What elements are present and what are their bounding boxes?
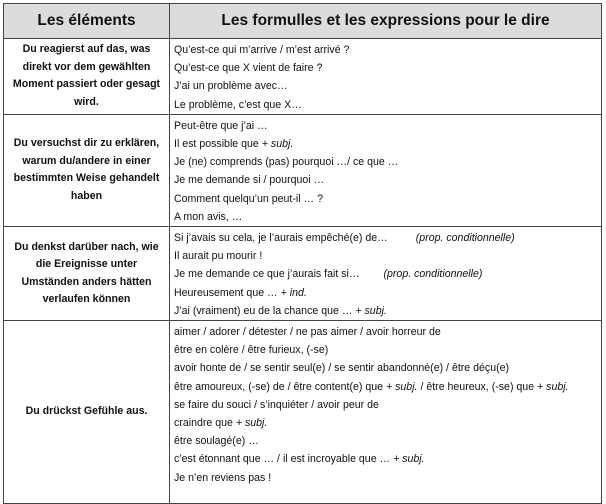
expression-line: Qu’est-ce qui m’arrive / m’est arrivé ? <box>174 44 350 56</box>
expression-line: être soulagé(e) … <box>174 435 259 448</box>
grammar-note: + ind. <box>280 286 307 299</box>
expression-text: J’ai (vraiment) eu de la chance que … <box>174 304 356 317</box>
row-label: Du denkst darüber nach, wie die Ereignisse unter Umständen anders hätten verlaufen können <box>4 227 170 321</box>
expressions-table <box>3 3 602 504</box>
header-elements: Les éléments <box>4 4 170 39</box>
table-row <box>4 114 602 226</box>
grammar-note: + subj. <box>385 380 418 393</box>
row-label: Du reagierst auf das, was direkt vor dem gewählten Moment passiert oder gesagt wird. <box>4 39 170 115</box>
expression-text: craindre que <box>174 417 236 430</box>
expression-line <box>174 414 597 432</box>
expression-line <box>174 135 597 153</box>
row-label: Du drückst Gefühle aus. <box>4 321 170 504</box>
table-row <box>4 39 602 115</box>
grammar-note: (prop. conditionnelle) <box>383 268 483 281</box>
expression-line: être en colère / être furieux, (-se) <box>174 344 329 357</box>
header-expressions: Les formulles et les expressions pour le dire <box>170 4 602 39</box>
grammar-note: + subj. <box>261 138 294 151</box>
expression-line: se faire du souci / s’inquiéter / avoir peur de <box>174 398 379 411</box>
document <box>3 3 602 504</box>
expression-text: Je me demande ce que j’aurais fait si… <box>174 268 360 281</box>
header-row <box>4 4 602 39</box>
expression-text: c’est étonnant que … / il est incroyable que … <box>174 453 394 466</box>
row-expressions <box>170 39 602 115</box>
grammar-note: + subj. <box>235 417 268 430</box>
table-row <box>4 321 602 504</box>
expression-line <box>174 302 597 320</box>
expression-line: Je me demande si / pourquoi … <box>174 174 325 187</box>
expression-line: Il aurait pu mourir ! <box>174 250 263 263</box>
expression-line: avoir honte de / se sentir seul(e) / se sentir abandonné(e) / être déçu(e) <box>174 362 510 375</box>
row-expressions <box>170 227 602 321</box>
grammar-note: + subj. <box>537 380 569 393</box>
expression-line <box>174 284 597 302</box>
expression-line: Qu’est-ce que X vient de faire ? <box>174 62 323 75</box>
expression-line: Peut-être que j’ai … <box>174 119 268 132</box>
table-row <box>4 227 602 321</box>
expression-line: A mon avis, … <box>174 210 243 223</box>
expression-line: aimer / adorer / détester / ne pas aimer / avoir horreur de <box>174 326 441 339</box>
expression-line: J’ai un problème avec… <box>174 80 288 93</box>
expression-line: Je (ne) comprends (pas) pourquoi …/ ce que … <box>174 156 399 169</box>
row-expressions <box>170 321 602 504</box>
expression-text: Heureusement que … <box>174 286 281 299</box>
expression-line <box>174 265 597 283</box>
expression-line <box>174 378 597 396</box>
grammar-note: (prop. conditionnelle) <box>415 232 515 245</box>
row-expressions <box>170 114 602 226</box>
expression-line: Je n’en reviens pas ! <box>174 471 272 484</box>
expression-line <box>174 229 597 247</box>
expression-line: Le problème, c’est que X… <box>174 98 302 111</box>
expression-line: Comment quelqu’un peut-il … ? <box>174 192 323 205</box>
expression-text: être amoureux, (-se) de / être content(e) que <box>174 380 386 393</box>
row-label: Du versuchst dir zu erklären, warum du/andere in einer bestimmten Weise gehandelt haben <box>4 114 170 226</box>
grammar-note: + subj. <box>355 304 387 317</box>
expression-text: Si j’avais su cela, je l’aurais empêché(e) de… <box>174 232 388 245</box>
expression-text: Il est possible que <box>174 138 259 151</box>
grammar-note: + subj. <box>393 453 425 466</box>
expression-line <box>174 450 597 468</box>
expression-text: / être heureux, (-se) que <box>417 380 538 393</box>
